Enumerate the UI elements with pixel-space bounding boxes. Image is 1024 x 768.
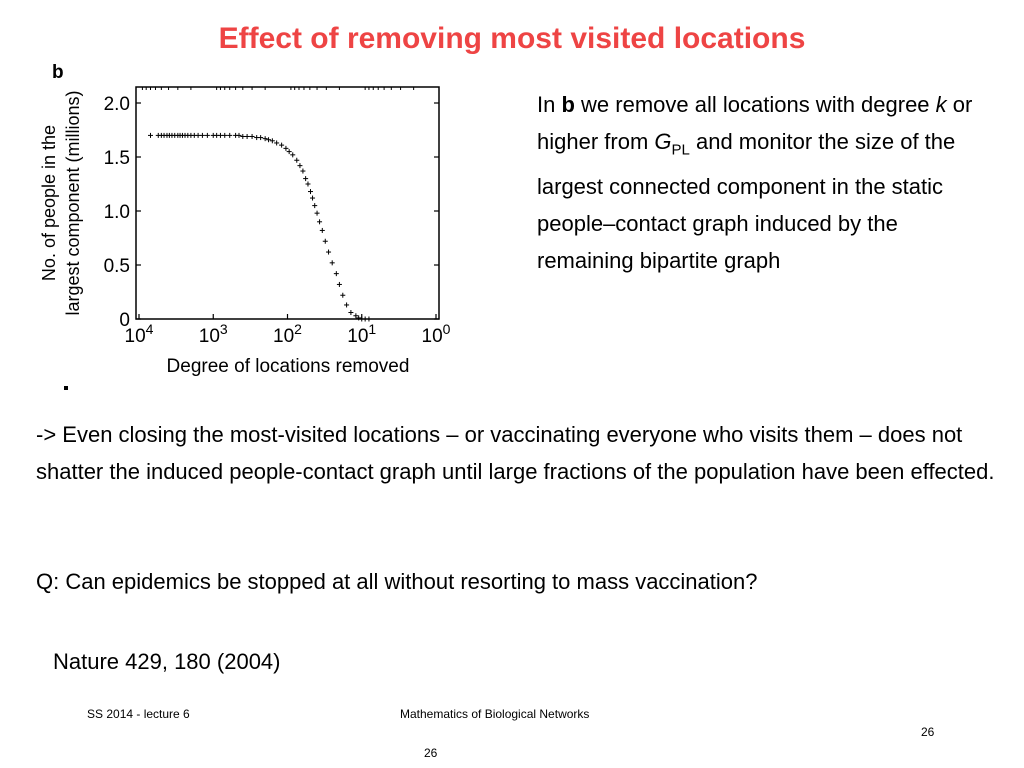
y-tick-label: 2.0 [103,94,130,115]
data-point [279,143,284,148]
x-tick-label: $10^1$ [347,321,377,347]
data-point [290,152,295,157]
citation: Nature 429, 180 (2004) [53,649,281,674]
desc-part1: we remove all locations with degree [574,92,936,117]
desc-k: k [935,92,947,117]
data-point [315,211,320,216]
data-point [326,250,331,255]
data-point [222,133,227,138]
data-point [317,219,322,224]
data-point [344,302,349,307]
slide-title: Effect of removing most visited locations [218,22,806,55]
data-point [283,146,288,151]
desc-PL: PL [671,141,690,159]
data-point [263,136,268,141]
x-axis-label: Degree of locations removed [166,356,410,377]
x-tick-label: $10^4$ [124,321,154,347]
figure-description [537,86,977,279]
desc-b: b [561,92,575,117]
data-point [340,293,345,298]
data-points [148,133,371,322]
axis-ticks [136,87,439,319]
y-tick-label: 0 [119,310,130,331]
desc-G: G [654,129,672,154]
y-tick-label: 1.0 [103,202,130,223]
data-point [337,282,342,287]
data-point [287,149,292,154]
conclusion-paragraph: -> Even closing the most-visited locations – or vaccinating everyone who visits them – does not shatter the induced people-contact graph until large fractions of the population have been effected. [36,422,995,484]
footer-course: Mathematics of Biological Networks [400,707,590,721]
data-point [330,260,335,265]
y-axis-label [39,90,83,315]
data-point [200,133,205,138]
data-point [205,133,210,138]
y-tick-labels [104,94,130,331]
footer-lecture: SS 2014 - lecture 6 [87,707,190,721]
x-tick-labels [125,321,451,347]
x-tick-label: $10^3$ [198,321,228,347]
data-point [310,196,315,201]
data-point [312,203,317,208]
data-point [303,176,308,181]
data-point [308,189,313,194]
plot-frame [136,87,439,319]
corner-mark [64,386,68,390]
data-point [250,134,255,139]
y-axis-label-line1: No. of people in the [39,124,59,282]
data-point [218,133,223,138]
page-number: 26 [921,725,935,739]
x-tick-label: $10^0$ [421,321,451,347]
data-point [297,163,302,168]
data-point [294,158,299,163]
y-tick-label: 0.5 [103,256,130,277]
data-point [266,137,271,142]
data-point [323,239,328,244]
x-tick-label: $10^2$ [273,321,302,347]
data-point [274,140,279,145]
desc-part2: or higher from [537,92,973,154]
figure-panel-b [30,55,470,395]
desc-part3: and monitor the size of the largest connected component in the static people–contact graph induced by the remaining bipartite graph [537,129,956,274]
data-point [245,134,250,139]
desc-in: In [537,92,562,117]
data-point [320,228,325,233]
data-point [334,271,339,276]
data-point [196,133,201,138]
data-point [148,133,153,138]
data-point [240,134,245,139]
data-point [258,135,263,140]
y-axis-label-line2: largest component (millions) [63,90,83,316]
question-paragraph: Q: Can epidemics be stopped at all without resorting to mass vaccination? [36,569,758,594]
data-point [305,182,310,187]
y-tick-label: 1.5 [103,148,130,169]
page-number-bottom: 26 [424,746,438,760]
data-point [270,138,275,143]
data-point [236,133,241,138]
data-point [348,310,353,315]
panel-label: b [52,62,64,83]
data-point [300,169,305,174]
data-point [227,133,232,138]
